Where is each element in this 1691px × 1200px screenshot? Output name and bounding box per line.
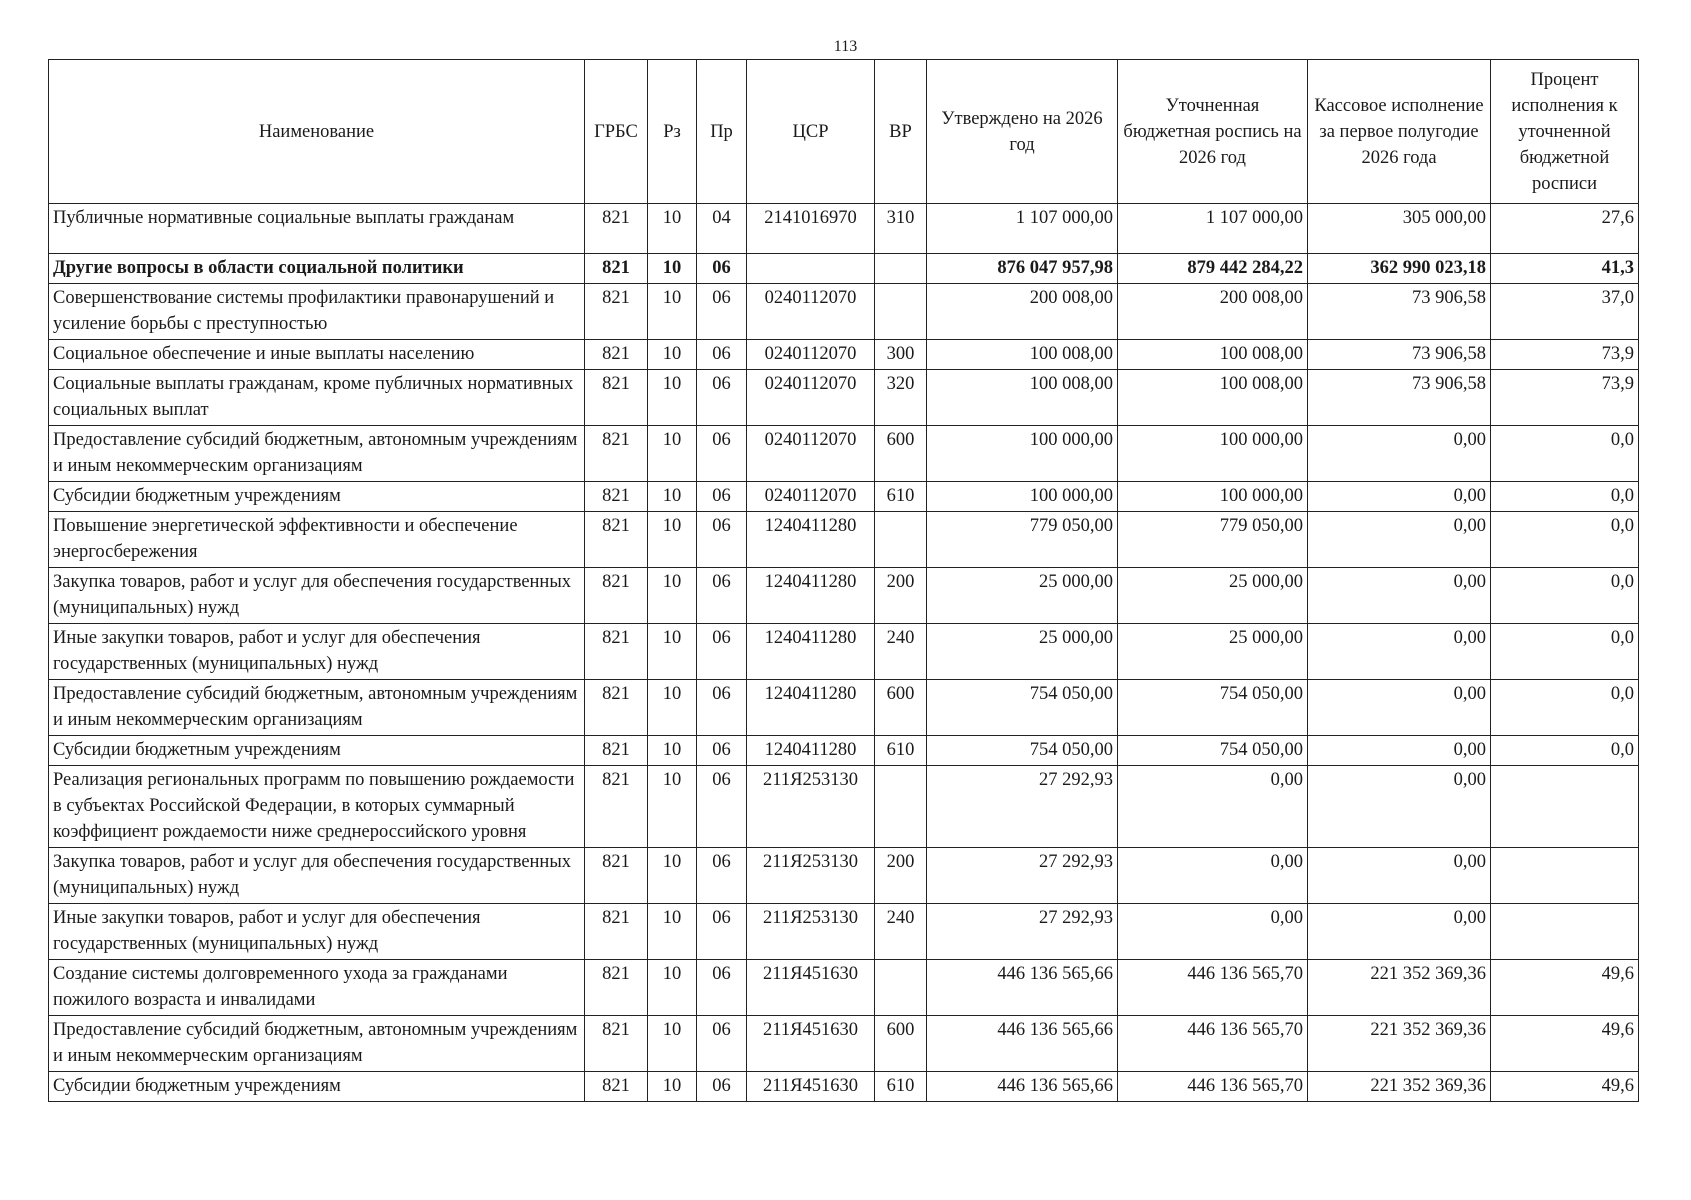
cell-csr: 0240112070	[747, 426, 875, 482]
table-row	[49, 1016, 1639, 1072]
cell-refined: 446 136 565,70	[1118, 1072, 1308, 1102]
table-row	[49, 624, 1639, 680]
header-pr: Пр	[697, 60, 747, 204]
cell-rz: 10	[648, 426, 697, 482]
cell-vr: 200	[875, 568, 927, 624]
cell-vr: 610	[875, 482, 927, 512]
cell-csr: 211Я253130	[747, 848, 875, 904]
cell-refined: 25 000,00	[1118, 624, 1308, 680]
cell-percent	[1491, 848, 1639, 904]
cell-approved: 446 136 565,66	[927, 1016, 1118, 1072]
cell-rz: 10	[648, 254, 697, 284]
cell-name: Предоставление субсидий бюджетным, автономным учреждениям и иным некоммерческим организациям	[49, 426, 585, 482]
cell-pr: 06	[697, 1016, 747, 1072]
cell-name: Другие вопросы в области социальной политики	[49, 254, 585, 284]
cell-name: Предоставление субсидий бюджетным, автономным учреждениям и иным некоммерческим организациям	[49, 680, 585, 736]
cell-approved: 100 000,00	[927, 482, 1118, 512]
cell-grbs: 821	[585, 426, 648, 482]
cell-vr	[875, 960, 927, 1016]
header-percent: Процент исполнения к уточненной бюджетной росписи	[1491, 60, 1639, 204]
cell-vr	[875, 512, 927, 568]
cell-rz: 10	[648, 766, 697, 848]
cell-rz: 10	[648, 568, 697, 624]
cell-percent: 0,0	[1491, 482, 1639, 512]
cell-pr: 04	[697, 204, 747, 254]
cell-vr: 600	[875, 680, 927, 736]
cell-refined: 100 008,00	[1118, 340, 1308, 370]
cell-approved: 27 292,93	[927, 904, 1118, 960]
header-csr: ЦСР	[747, 60, 875, 204]
cell-rz: 10	[648, 848, 697, 904]
cell-pr: 06	[697, 340, 747, 370]
header-cash: Кассовое исполнение за первое полугодие 2026 года	[1308, 60, 1491, 204]
cell-approved: 446 136 565,66	[927, 960, 1118, 1016]
cell-pr: 06	[697, 624, 747, 680]
cell-csr: 0240112070	[747, 340, 875, 370]
cell-refined: 0,00	[1118, 848, 1308, 904]
cell-pr: 06	[697, 568, 747, 624]
cell-approved: 100 008,00	[927, 340, 1118, 370]
cell-vr: 320	[875, 370, 927, 426]
cell-pr: 06	[697, 284, 747, 340]
cell-rz: 10	[648, 904, 697, 960]
cell-grbs: 821	[585, 736, 648, 766]
cell-pr: 06	[697, 960, 747, 1016]
cell-percent: 0,0	[1491, 680, 1639, 736]
cell-cash: 362 990 023,18	[1308, 254, 1491, 284]
cell-grbs: 821	[585, 766, 648, 848]
cell-vr: 610	[875, 736, 927, 766]
cell-vr: 600	[875, 426, 927, 482]
table-row	[49, 766, 1639, 848]
cell-grbs: 821	[585, 1072, 648, 1102]
cell-grbs: 821	[585, 680, 648, 736]
table-row	[49, 568, 1639, 624]
cell-percent	[1491, 904, 1639, 960]
cell-vr	[875, 766, 927, 848]
cell-refined: 446 136 565,70	[1118, 1016, 1308, 1072]
cell-name: Субсидии бюджетным учреждениям	[49, 1072, 585, 1102]
cell-approved: 779 050,00	[927, 512, 1118, 568]
cell-approved: 754 050,00	[927, 680, 1118, 736]
cell-name: Создание системы долговременного ухода за гражданами пожилого возраста и инвалидами	[49, 960, 585, 1016]
cell-approved: 100 008,00	[927, 370, 1118, 426]
cell-vr: 200	[875, 848, 927, 904]
cell-approved: 27 292,93	[927, 848, 1118, 904]
table-row	[49, 848, 1639, 904]
table-row	[49, 512, 1639, 568]
table-row	[49, 254, 1639, 284]
cell-vr	[875, 284, 927, 340]
header-vr: ВР	[875, 60, 927, 204]
cell-refined: 446 136 565,70	[1118, 960, 1308, 1016]
cell-name: Публичные нормативные социальные выплаты гражданам	[49, 204, 585, 254]
cell-csr: 1240411280	[747, 512, 875, 568]
cell-csr: 1240411280	[747, 680, 875, 736]
cell-cash: 305 000,00	[1308, 204, 1491, 254]
cell-csr: 211Я451630	[747, 960, 875, 1016]
cell-rz: 10	[648, 284, 697, 340]
cell-percent: 37,0	[1491, 284, 1639, 340]
cell-cash: 0,00	[1308, 904, 1491, 960]
cell-approved: 754 050,00	[927, 736, 1118, 766]
cell-name: Субсидии бюджетным учреждениям	[49, 736, 585, 766]
cell-cash: 0,00	[1308, 482, 1491, 512]
cell-refined: 0,00	[1118, 766, 1308, 848]
header-name: Наименование	[49, 60, 585, 204]
cell-csr: 1240411280	[747, 624, 875, 680]
cell-approved: 27 292,93	[927, 766, 1118, 848]
cell-csr: 211Я451630	[747, 1016, 875, 1072]
cell-rz: 10	[648, 736, 697, 766]
cell-grbs: 821	[585, 568, 648, 624]
cell-approved: 876 047 957,98	[927, 254, 1118, 284]
cell-name: Закупка товаров, работ и услуг для обеспечения государственных (муниципальных) нужд	[49, 568, 585, 624]
cell-pr: 06	[697, 426, 747, 482]
cell-vr: 310	[875, 204, 927, 254]
cell-pr: 06	[697, 254, 747, 284]
cell-percent: 0,0	[1491, 512, 1639, 568]
cell-refined: 100 000,00	[1118, 426, 1308, 482]
cell-cash: 0,00	[1308, 426, 1491, 482]
cell-rz: 10	[648, 680, 697, 736]
cell-cash: 0,00	[1308, 624, 1491, 680]
cell-name: Иные закупки товаров, работ и услуг для обеспечения государственных (муниципальных) нужд	[49, 624, 585, 680]
table-row	[49, 960, 1639, 1016]
cell-vr: 610	[875, 1072, 927, 1102]
cell-refined: 754 050,00	[1118, 680, 1308, 736]
cell-percent: 49,6	[1491, 1072, 1639, 1102]
cell-name: Социальное обеспечение и иные выплаты населению	[49, 340, 585, 370]
cell-grbs: 821	[585, 254, 648, 284]
cell-cash: 73 906,58	[1308, 370, 1491, 426]
cell-rz: 10	[648, 624, 697, 680]
cell-grbs: 821	[585, 624, 648, 680]
table-row	[49, 284, 1639, 340]
cell-grbs: 821	[585, 482, 648, 512]
cell-percent: 73,9	[1491, 340, 1639, 370]
table-row	[49, 904, 1639, 960]
cell-grbs: 821	[585, 960, 648, 1016]
cell-grbs: 821	[585, 370, 648, 426]
cell-vr	[875, 254, 927, 284]
table-row	[49, 680, 1639, 736]
cell-name: Иные закупки товаров, работ и услуг для обеспечения государственных (муниципальных) нужд	[49, 904, 585, 960]
table-row	[49, 426, 1639, 482]
cell-percent: 0,0	[1491, 736, 1639, 766]
header-rz: Рз	[648, 60, 697, 204]
cell-percent: 41,3	[1491, 254, 1639, 284]
cell-name: Социальные выплаты гражданам, кроме публичных нормативных социальных выплат	[49, 370, 585, 426]
table-body	[49, 204, 1639, 1102]
table-row	[49, 482, 1639, 512]
cell-csr: 0240112070	[747, 482, 875, 512]
cell-percent: 73,9	[1491, 370, 1639, 426]
cell-csr: 1240411280	[747, 568, 875, 624]
cell-pr: 06	[697, 736, 747, 766]
cell-refined: 100 008,00	[1118, 370, 1308, 426]
cell-csr: 211Я253130	[747, 904, 875, 960]
cell-pr: 06	[697, 482, 747, 512]
cell-refined: 779 050,00	[1118, 512, 1308, 568]
header-refined: Уточненная бюджетная роспись на 2026 год	[1118, 60, 1308, 204]
cell-cash: 0,00	[1308, 766, 1491, 848]
cell-name: Совершенствование системы профилактики правонарушений и усиление борьбы с преступностью	[49, 284, 585, 340]
cell-grbs: 821	[585, 512, 648, 568]
header-approved: Утверждено на 2026 год	[927, 60, 1118, 204]
cell-vr: 600	[875, 1016, 927, 1072]
cell-percent: 27,6	[1491, 204, 1639, 254]
cell-name: Реализация региональных программ по повышению рождаемости в субъектах Российской Федерации, в которых суммарный коэффициент рождаемости ниже среднероссийского уровня	[49, 766, 585, 848]
budget-table	[48, 59, 1639, 1102]
cell-cash: 221 352 369,36	[1308, 1016, 1491, 1072]
cell-csr: 211Я451630	[747, 1072, 875, 1102]
cell-vr: 240	[875, 624, 927, 680]
cell-rz: 10	[648, 1016, 697, 1072]
cell-cash: 73 906,58	[1308, 340, 1491, 370]
cell-cash: 0,00	[1308, 568, 1491, 624]
cell-refined: 879 442 284,22	[1118, 254, 1308, 284]
cell-name: Повышение энергетической эффективности и обеспечение энергосбережения	[49, 512, 585, 568]
cell-rz: 10	[648, 960, 697, 1016]
cell-rz: 10	[648, 512, 697, 568]
cell-pr: 06	[697, 848, 747, 904]
cell-rz: 10	[648, 204, 697, 254]
table-row	[49, 1072, 1639, 1102]
table-row	[49, 340, 1639, 370]
header-grbs: ГРБС	[585, 60, 648, 204]
cell-percent	[1491, 766, 1639, 848]
cell-grbs: 821	[585, 1016, 648, 1072]
cell-pr: 06	[697, 766, 747, 848]
cell-percent: 0,0	[1491, 568, 1639, 624]
cell-grbs: 821	[585, 848, 648, 904]
cell-pr: 06	[697, 680, 747, 736]
cell-cash: 0,00	[1308, 736, 1491, 766]
cell-name: Субсидии бюджетным учреждениям	[49, 482, 585, 512]
cell-cash: 221 352 369,36	[1308, 1072, 1491, 1102]
page-number: 113	[833, 38, 858, 55]
table-row	[49, 204, 1639, 254]
cell-percent: 49,6	[1491, 960, 1639, 1016]
cell-name: Предоставление субсидий бюджетным, автономным учреждениям и иным некоммерческим организациям	[49, 1016, 585, 1072]
cell-cash: 73 906,58	[1308, 284, 1491, 340]
cell-cash: 0,00	[1308, 512, 1491, 568]
cell-grbs: 821	[585, 204, 648, 254]
cell-rz: 10	[648, 482, 697, 512]
table-row	[49, 370, 1639, 426]
cell-name: Закупка товаров, работ и услуг для обеспечения государственных (муниципальных) нужд	[49, 848, 585, 904]
cell-pr: 06	[697, 1072, 747, 1102]
cell-rz: 10	[648, 340, 697, 370]
cell-pr: 06	[697, 904, 747, 960]
cell-approved: 446 136 565,66	[927, 1072, 1118, 1102]
cell-rz: 10	[648, 1072, 697, 1102]
cell-refined: 25 000,00	[1118, 568, 1308, 624]
cell-vr: 300	[875, 340, 927, 370]
cell-cash: 0,00	[1308, 680, 1491, 736]
cell-percent: 49,6	[1491, 1016, 1639, 1072]
cell-csr: 0240112070	[747, 370, 875, 426]
cell-vr: 240	[875, 904, 927, 960]
cell-csr: 211Я253130	[747, 766, 875, 848]
cell-csr: 1240411280	[747, 736, 875, 766]
cell-refined: 100 000,00	[1118, 482, 1308, 512]
cell-csr: 0240112070	[747, 284, 875, 340]
cell-cash: 221 352 369,36	[1308, 960, 1491, 1016]
cell-approved: 25 000,00	[927, 624, 1118, 680]
table-row	[49, 736, 1639, 766]
cell-approved: 1 107 000,00	[927, 204, 1118, 254]
cell-approved: 200 008,00	[927, 284, 1118, 340]
header-row	[49, 60, 1639, 204]
cell-csr: 2141016970	[747, 204, 875, 254]
cell-grbs: 821	[585, 904, 648, 960]
cell-percent: 0,0	[1491, 624, 1639, 680]
cell-pr: 06	[697, 370, 747, 426]
cell-rz: 10	[648, 370, 697, 426]
cell-refined: 200 008,00	[1118, 284, 1308, 340]
cell-refined: 1 107 000,00	[1118, 204, 1308, 254]
cell-cash: 0,00	[1308, 848, 1491, 904]
cell-approved: 100 000,00	[927, 426, 1118, 482]
cell-percent: 0,0	[1491, 426, 1639, 482]
cell-grbs: 821	[585, 284, 648, 340]
cell-refined: 754 050,00	[1118, 736, 1308, 766]
cell-pr: 06	[697, 512, 747, 568]
cell-refined: 0,00	[1118, 904, 1308, 960]
cell-csr	[747, 254, 875, 284]
cell-grbs: 821	[585, 340, 648, 370]
cell-approved: 25 000,00	[927, 568, 1118, 624]
